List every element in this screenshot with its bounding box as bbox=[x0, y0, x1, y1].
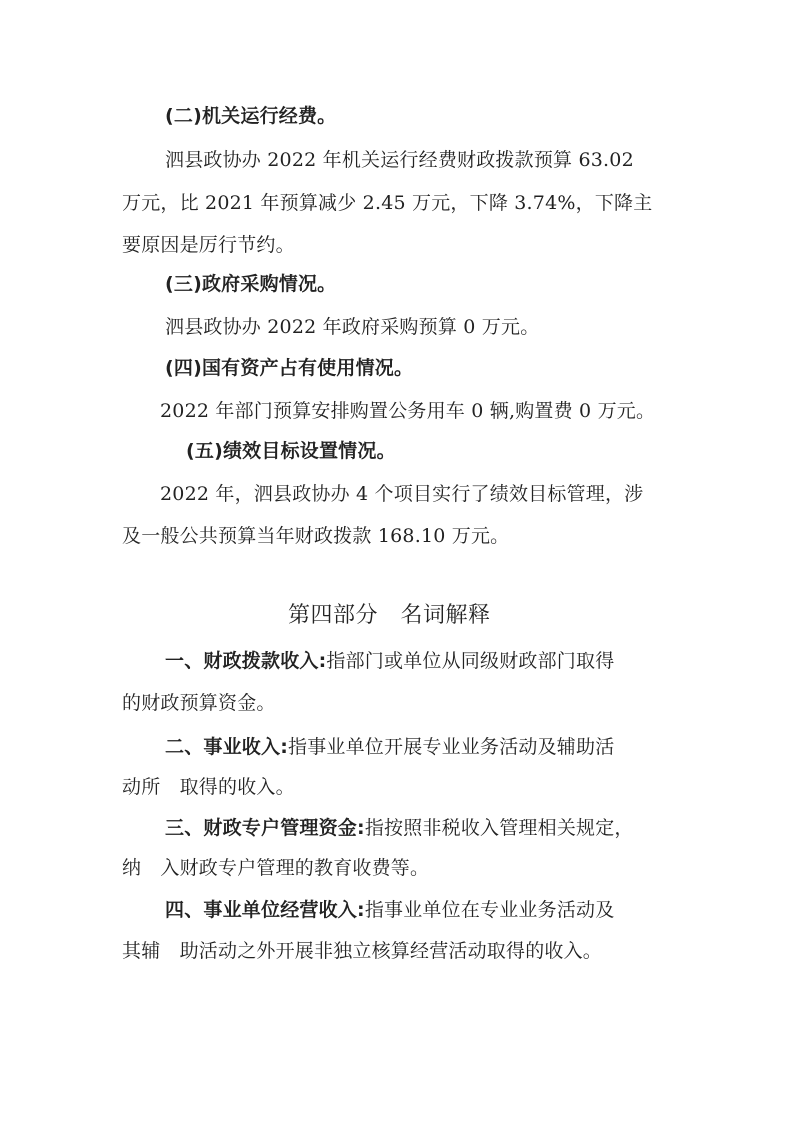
term-definition-continued: 其辅 助活动之外开展非独立核算经营活动取得的收入。 bbox=[122, 940, 603, 962]
section-heading-performance-targets: (五)绩效目标设置情况。 bbox=[186, 440, 396, 462]
section-heading-operating-expenses: (二)机关运行经费。 bbox=[165, 105, 337, 127]
paragraph-line: 2022 年，泗县政协办 4 个项目实行了绩效目标管理，涉 bbox=[160, 483, 644, 505]
paragraph-line: 2022 年部门预算安排购置公务用车 0 辆,购置费 0 万元。 bbox=[160, 400, 656, 422]
term-entry bbox=[165, 815, 634, 841]
section-heading-state-assets: (四)国有资产占有使用情况。 bbox=[165, 357, 414, 379]
term-definition-continued: 的财政预算资金。 bbox=[122, 692, 276, 714]
term-label: 一、财政拨款收入: bbox=[165, 650, 327, 672]
term-label: 二、事业收入: bbox=[165, 736, 288, 758]
term-label: 四、事业单位经营收入: bbox=[165, 899, 365, 921]
paragraph-line: 及一般公共预算当年财政拨款 168.10 万元。 bbox=[122, 525, 510, 547]
term-entry bbox=[165, 734, 614, 760]
term-definition-continued: 纳 入财政专户管理的教育收费等。 bbox=[122, 857, 430, 879]
term-definition: 指按照非税收入管理相关规定， bbox=[364, 817, 634, 839]
term-entry bbox=[165, 897, 614, 923]
term-entry bbox=[165, 648, 614, 674]
term-definition: 指事业单位在专业业务活动及 bbox=[364, 899, 615, 921]
paragraph-line: 要原因是厉行节约。 bbox=[122, 234, 295, 256]
paragraph-line: 泗县政协办 2022 年机关运行经费财政拨款预算 63.02 bbox=[165, 149, 634, 171]
part-title: 第四部分 名词解释 bbox=[288, 603, 491, 628]
term-definition-continued: 动所 取得的收入。 bbox=[122, 776, 295, 798]
section-heading-government-procurement: (三)政府采购情况。 bbox=[165, 273, 337, 295]
term-definition: 指事业单位开展专业业务活动及辅助活 bbox=[288, 736, 615, 758]
paragraph-line: 万元，比 2021 年预算减少 2.45 万元，下降 3.74%，下降主 bbox=[122, 192, 653, 214]
term-label: 三、财政专户管理资金: bbox=[165, 817, 365, 839]
term-definition: 指部门或单位从同级财政部门取得 bbox=[326, 650, 615, 672]
paragraph-line: 泗县政协办 2022 年政府采购预算 0 万元。 bbox=[165, 316, 540, 338]
